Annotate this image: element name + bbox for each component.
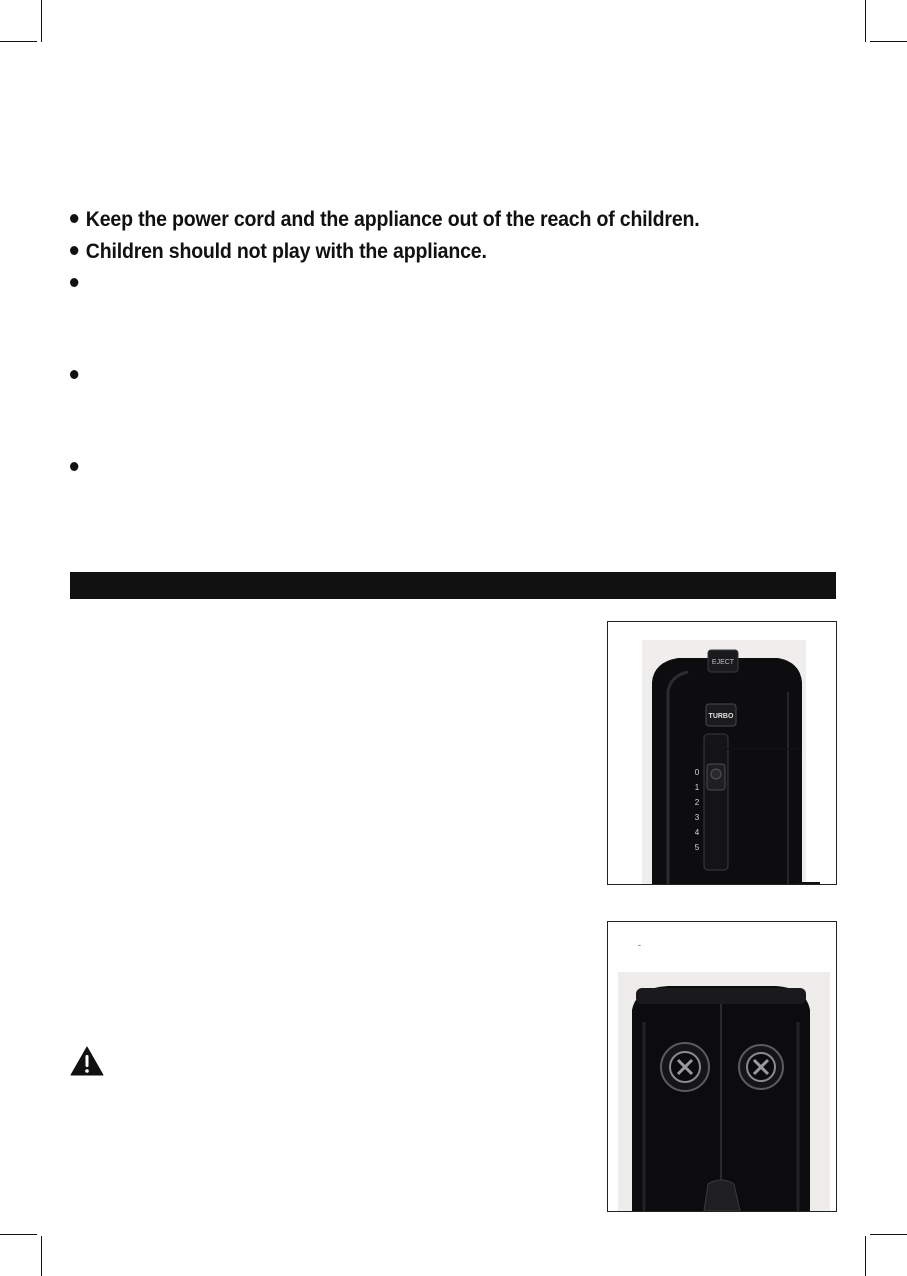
- crop-mark-bl-v: [41, 1236, 42, 1276]
- bullet-dot-icon: [70, 246, 78, 255]
- section-header-bar: [70, 572, 836, 599]
- speed-5: 5: [694, 843, 700, 852]
- beater-sockets-photo-frame: [607, 921, 837, 1212]
- speed-control-photo: [608, 622, 836, 884]
- speed-0: 0: [694, 768, 700, 777]
- speed-control-photo-frame: [607, 621, 837, 885]
- speed-1: 1: [694, 783, 700, 792]
- speed-4: 4: [694, 828, 700, 837]
- bullet-dot-icon: [70, 278, 78, 287]
- bullet-item: [70, 272, 86, 296]
- eject-label: EJECT: [711, 659, 735, 666]
- crop-mark-tr-h: [870, 41, 907, 42]
- warning-triangle-icon: [70, 1046, 104, 1076]
- bullet-item: [70, 456, 86, 480]
- bullet-dot-icon: [70, 370, 78, 379]
- bullet-dot-icon: [70, 214, 78, 223]
- speed-2: 2: [694, 798, 700, 807]
- bullet-item: Keep the power cord and the appliance out of the reach of children.: [70, 208, 699, 232]
- turbo-label: TURBO: [708, 713, 734, 720]
- crop-mark-br-v: [865, 1236, 866, 1276]
- beater-sockets-photo: [608, 922, 836, 1211]
- crop-mark-bl-h: [0, 1234, 37, 1235]
- crop-mark-tl-h: [0, 41, 37, 42]
- speed-3: 3: [694, 813, 700, 822]
- bullet-dot-icon: [70, 462, 78, 471]
- crop-mark-tr-v: [865, 0, 866, 42]
- bullet-item: [70, 364, 86, 388]
- photo-caption: -: [638, 940, 641, 950]
- crop-mark-br-h: [870, 1234, 907, 1235]
- crop-mark-tl-v: [41, 0, 42, 42]
- bullet-item: Children should not play with the appliance.: [70, 240, 487, 264]
